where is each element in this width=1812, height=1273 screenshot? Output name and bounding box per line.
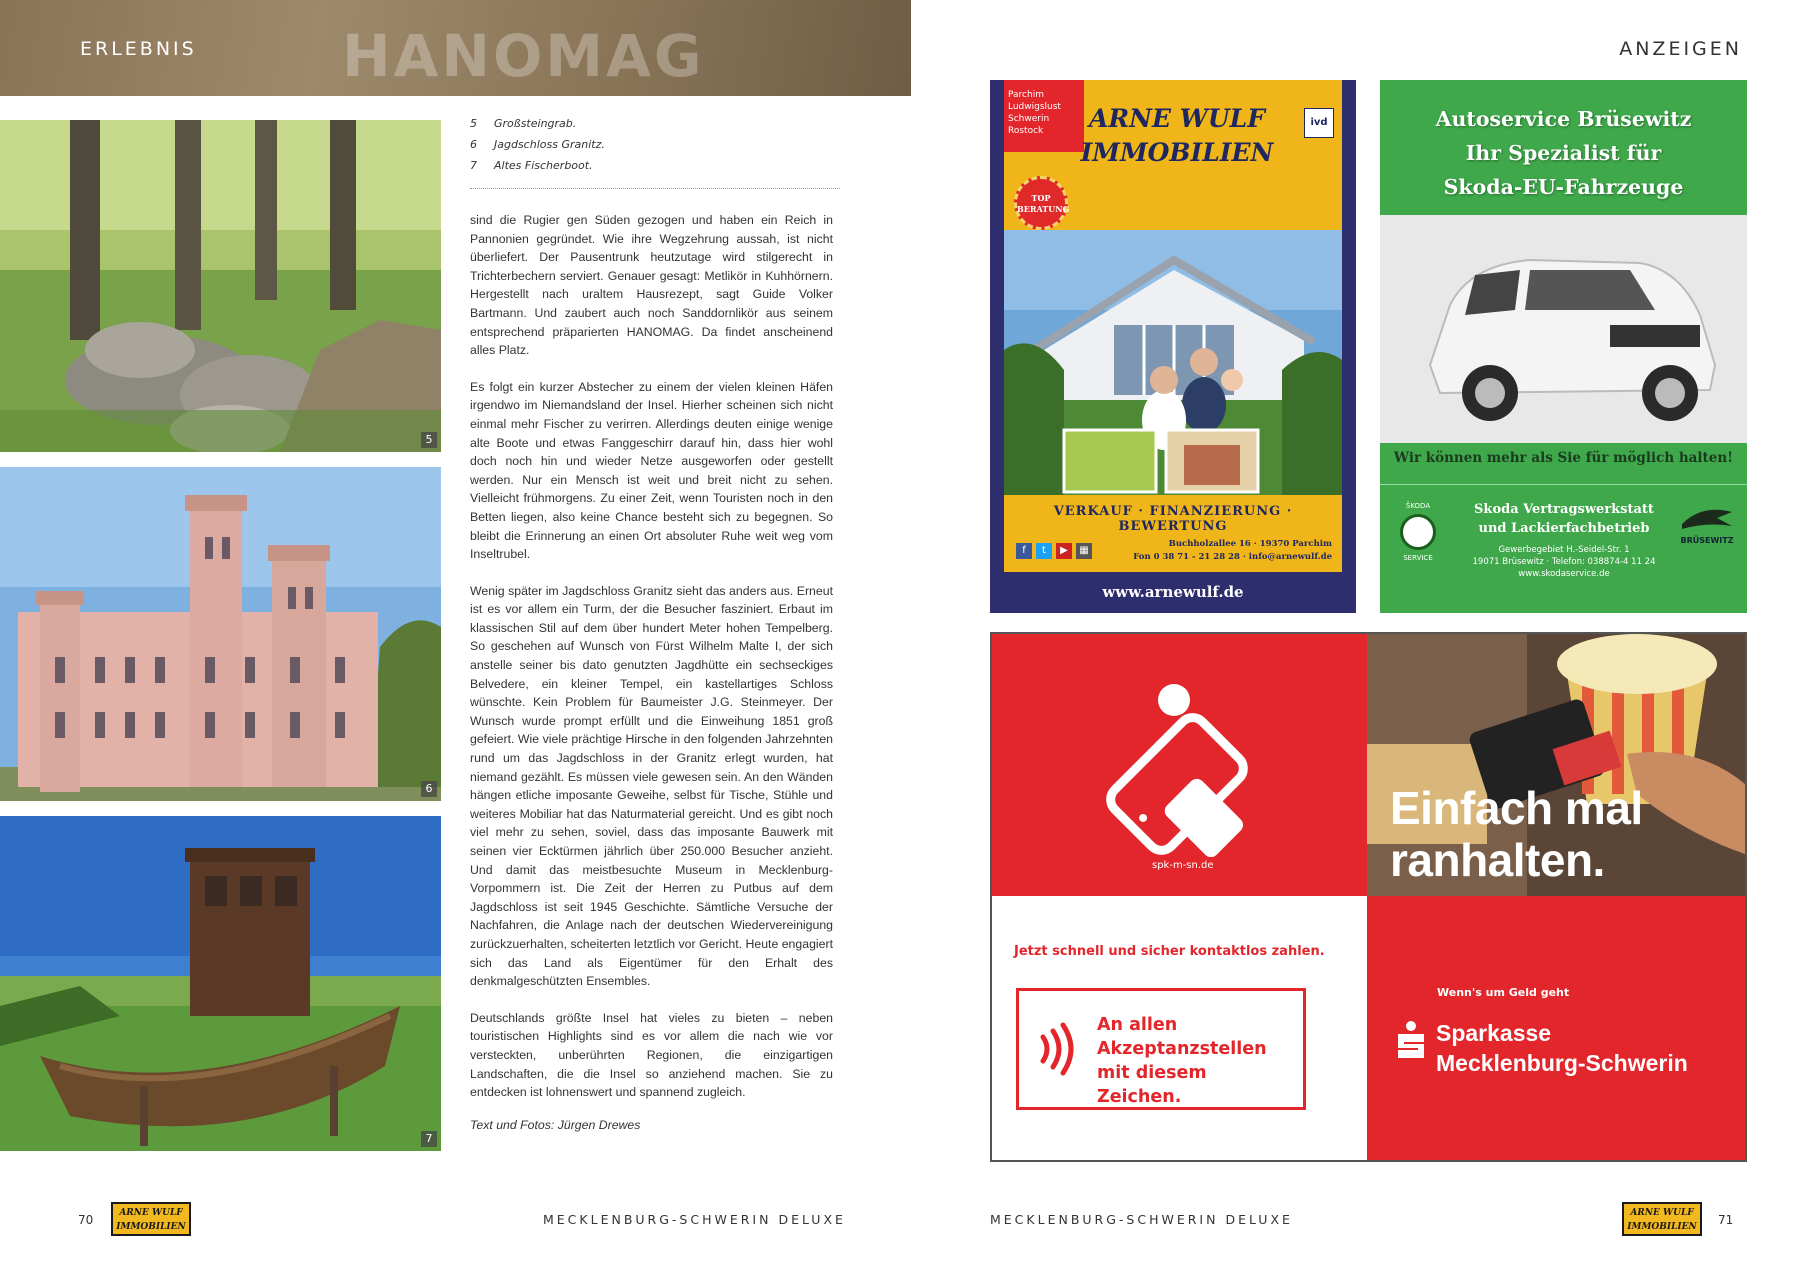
sparkasse-tagline: Wenn's um Geld geht <box>1437 986 1570 999</box>
section-title-right: ANZEIGEN <box>1619 38 1742 60</box>
ivd-logo: ivd <box>1304 108 1334 138</box>
sparkasse-ad[interactable] <box>990 632 1747 1162</box>
brand-line: Mecklenburg-Schwerin <box>1436 1050 1688 1076</box>
logo-line: IMMOBILIEN <box>1080 138 1274 167</box>
city: Rostock <box>1008 126 1044 136</box>
qr-code-icon[interactable]: ▦ <box>1076 543 1092 559</box>
caption-item <box>470 117 840 138</box>
page-header-band <box>0 0 911 96</box>
photo-number: 6 <box>421 781 437 797</box>
bruesewitz-swoosh-icon <box>1677 504 1737 534</box>
bruesewitz-claim: Wir können mehr als Sie für möglich halten! <box>1393 450 1734 466</box>
photo-jagdschloss-granitz <box>0 467 441 801</box>
divider <box>1380 484 1747 485</box>
arne-wulf-ad-panel <box>1004 80 1342 572</box>
address-line: Buchholzallee 16 · 19370 Parchim <box>1168 539 1332 549</box>
city: Schwerin <box>1008 114 1050 124</box>
page-number-right: 71 <box>1718 1213 1734 1227</box>
bruesewitz-logo <box>1672 504 1742 545</box>
photo-number: 7 <box>421 1131 437 1147</box>
mini-logo-line: IMMOBILIEN <box>1627 1222 1697 1232</box>
photo-captions <box>470 117 840 189</box>
skoda-service-label: SERVICE <box>1403 554 1433 562</box>
city: Parchim <box>1008 90 1044 100</box>
mini-logo-line: ARNE WULF <box>1630 1208 1694 1218</box>
skoda-car-photo <box>1380 215 1747 443</box>
sparkasse-contactless-panel <box>992 634 1367 896</box>
article-paragraph: Wenig später im Jagdschloss Granitz sieht das anders aus. Erneut ist es vor allem ein Turm, der die Besucher fasziniert. Erbaut im klassischen Stil auf dem über hundert Meter hohen Tempelberg. So geschehen auf Wunsch von Fürst Wilhelm Malte I, der sich anstelle seiner bis dato genutzten Jagdhütte ein sechseckiges Belvedere, ein kleiner Tempel, ein kastellartiges Schloss wünschte. Kein Problem für Baumeister J.G. Steinmeyer. Der Wunsch wurde prompt erfüllt und die Einweihung 1851 groß gefeiert. Wie viele prächtige Hirsche in den folgenden Jahrzehnten rund um das Jagdschloss in der Granitz erlegt wurden, hat niemand gezählt. Es müssen viele gewesen sein. An den Wänden hängen etliche imposante Geweihe, selbst für Tische, Stühle und weiteres Mobiliar hat das Naturmaterial gereicht. Und es gibt noch viel mehr zu sehen, soviel, dass das imposante Bauwerk mit seinen vier Ecktürmen jährlich über 250.000 Besucher anzieht. Und damit das meistbesuchte Museum in Mecklenburg-Vorpommern ist. Die Zeit der Herren zu Putbus auf dem Jagdschloss ist seit 1945 Geschichte. Sämtliche Versuche der Nachfahren, die Anlage nach der deutschen Wiedervereinigung zurückzuerhalten, scheiterten letztlich vor Gericht. Heute engagiert sich das Land als Eigentümer für den Erhalt des denkmalgeschützten Ensembles. <box>470 583 833 989</box>
brand-line: Sparkasse <box>1436 1020 1552 1046</box>
skoda-label: ŠKODA <box>1405 502 1431 510</box>
arne-wulf-mini-logo-left <box>111 1202 191 1236</box>
photo-grosssteingrab <box>0 120 441 452</box>
skoda-service-logo <box>1390 502 1446 562</box>
youtube-icon[interactable]: ▶ <box>1056 543 1072 559</box>
article-credit: Text und Fotos: Jürgen Drewes <box>470 1117 641 1132</box>
photo-number: 5 <box>421 432 437 448</box>
city: Ludwigslust <box>1008 102 1061 112</box>
contactless-box-text: An allen Akzeptanzstellen mit diesem Zeichen. <box>1097 1015 1267 1107</box>
bruesewitz-headline <box>1380 102 1747 204</box>
bruesewitz-logo-text: BRÜSEWITZ <box>1680 536 1734 545</box>
bruesewitz-ad[interactable] <box>1380 80 1747 613</box>
workshop-line: Skoda Vertragswerkstatt <box>1474 502 1654 517</box>
mini-logo-line: ARNE WULF <box>119 1208 183 1218</box>
sparkasse-url[interactable]: spk-m-sn.de <box>1152 860 1214 871</box>
arne-wulf-ad[interactable] <box>990 80 1356 613</box>
headline-line: ranhalten. <box>1390 834 1605 886</box>
address-line: Gewerbegebiet H.-Seidel-Str. 1 <box>1498 545 1630 555</box>
article-paragraph: Es folgt ein kurzer Abstecher zu einem der vielen kleinen Häfen irgendwo im Niemandsland der Insel. Hierher scheinen sich nicht einmal mehr Fischer zu verirren. Allerdings deuten einige wenige alte Boote und etwas Fanggeschirr darauf hin, dass hier wohl doch noch hin und wieder Netze ausgeworfen oder gestellt werden. Nur ein Mensch ist weit und breit nicht zu sehen. Vielleicht frühmorgens. Zu einer Zeit, wenn Touristen noch in den Betten liegen, also keine Chance besteht sich zu begegnen. So bleibt die Erinnerung an einen Ort absoluter Ruhe weit weg vom Inseltrubel. <box>470 379 833 562</box>
address-link[interactable]: www.skodaservice.de <box>1518 569 1610 579</box>
article-paragraph: sind die Rugier gen Süden gezogen und haben ein Reich in Pannonien gegründet. Wie ihre Wegzehrung aussah, ist nicht überliefert. Der Pausentrunk heutzutage wird stilgerecht in Trichterbechern serviert. Genauer gesagt: Metlikör in Kuhhörnern. Hergestellt nach uraltem Hausrezept, sagt Guide Volker Bartmann. Und zaubert auch noch Sanddornlikör aus seinem entsprechend präparierten HANOMAG. Da findet anscheinend alles Platz. <box>470 213 833 358</box>
phone-card-icon <box>992 634 1367 896</box>
photo-jagdschloss-image <box>0 467 441 801</box>
car-image <box>1380 215 1747 443</box>
caption-number: 5 <box>470 117 477 130</box>
header-watermark: HANOMAG <box>342 22 705 90</box>
workshop-line: und Lackierfachbetrieb <box>1478 521 1650 536</box>
article-paragraph: Deutschlands größte Insel hat vieles zu bieten – neben touristischen Highlights sind es vor allem die nach wie vor versteckten, unberührten Regionen, die einzigartigen Landschaften, die die Insel so anziehend machen. Sie zu entdecken ist lohnenswert und spannend zugleich. <box>470 1010 833 1100</box>
address-line: Fon 0 38 71 - 21 28 28 · info@arnewulf.de <box>1133 552 1332 562</box>
footer-title-right: MECKLENBURG-SCHWERIN DELUXE <box>990 1212 1293 1227</box>
address-line: 19071 Brüsewitz · Telefon: 038874-4 11 24 <box>1472 557 1656 567</box>
family-house-photo <box>1004 230 1342 495</box>
arne-wulf-address <box>1132 538 1332 564</box>
house-image <box>1004 230 1342 495</box>
caption-text: Jagdschloss Granitz. <box>494 138 605 151</box>
photo-fischerboot-image <box>0 816 441 1151</box>
facebook-icon[interactable]: f <box>1016 543 1032 559</box>
sparkasse-brand <box>1436 1018 1688 1078</box>
bruesewitz-address <box>1460 544 1668 580</box>
photo-grosssteingrab-image <box>0 120 441 452</box>
page-number-left: 70 <box>78 1213 94 1227</box>
caption-text: Altes Fischerboot. <box>494 159 593 172</box>
caption-number: 7 <box>470 159 477 172</box>
arne-wulf-slogan: VERKAUF · FINANZIERUNG · BEWERTUNG <box>1053 504 1293 534</box>
social-icons <box>1016 543 1092 559</box>
badge-line: BERATUNG <box>1017 204 1070 214</box>
arne-wulf-mini-logo-right <box>1622 1202 1702 1236</box>
arne-wulf-logo <box>1066 102 1288 170</box>
headline-line: Skoda-EU-Fahrzeuge <box>1443 175 1684 199</box>
section-title: ERLEBNIS <box>80 38 197 60</box>
arne-wulf-url[interactable]: www.arnewulf.de <box>1102 583 1244 601</box>
sparkasse-s-icon <box>1394 1020 1428 1060</box>
footer-title-left: MECKLENBURG-SCHWERIN DELUXE <box>543 1212 846 1227</box>
contactless-box <box>1016 988 1306 1110</box>
mini-logo-line: IMMOBILIEN <box>116 1222 186 1232</box>
top-beratung-badge <box>1014 176 1068 230</box>
headline-line: Ihr Spezialist für <box>1465 141 1662 165</box>
article-body <box>470 211 833 1152</box>
workshop-title <box>1460 500 1668 538</box>
headline-line: Einfach mal <box>1390 782 1643 834</box>
badge-line: TOP <box>1031 193 1051 203</box>
sparkasse-headline <box>1390 782 1643 886</box>
caption-item <box>470 159 840 180</box>
caption-number: 6 <box>470 138 477 151</box>
headline-line: Autoservice Brüsewitz <box>1435 107 1692 131</box>
logo-line: ARNE WULF <box>1089 104 1265 133</box>
photo-fischerboot <box>0 816 441 1151</box>
twitter-icon[interactable]: t <box>1036 543 1052 559</box>
skoda-arrow-icon <box>1400 514 1436 550</box>
caption-text: Großsteingrab. <box>494 117 577 130</box>
contactless-text: Jetzt schnell und sicher kontaktlos zahlen. <box>1014 944 1325 959</box>
caption-item <box>470 138 840 159</box>
contactless-icon <box>1029 1019 1089 1079</box>
